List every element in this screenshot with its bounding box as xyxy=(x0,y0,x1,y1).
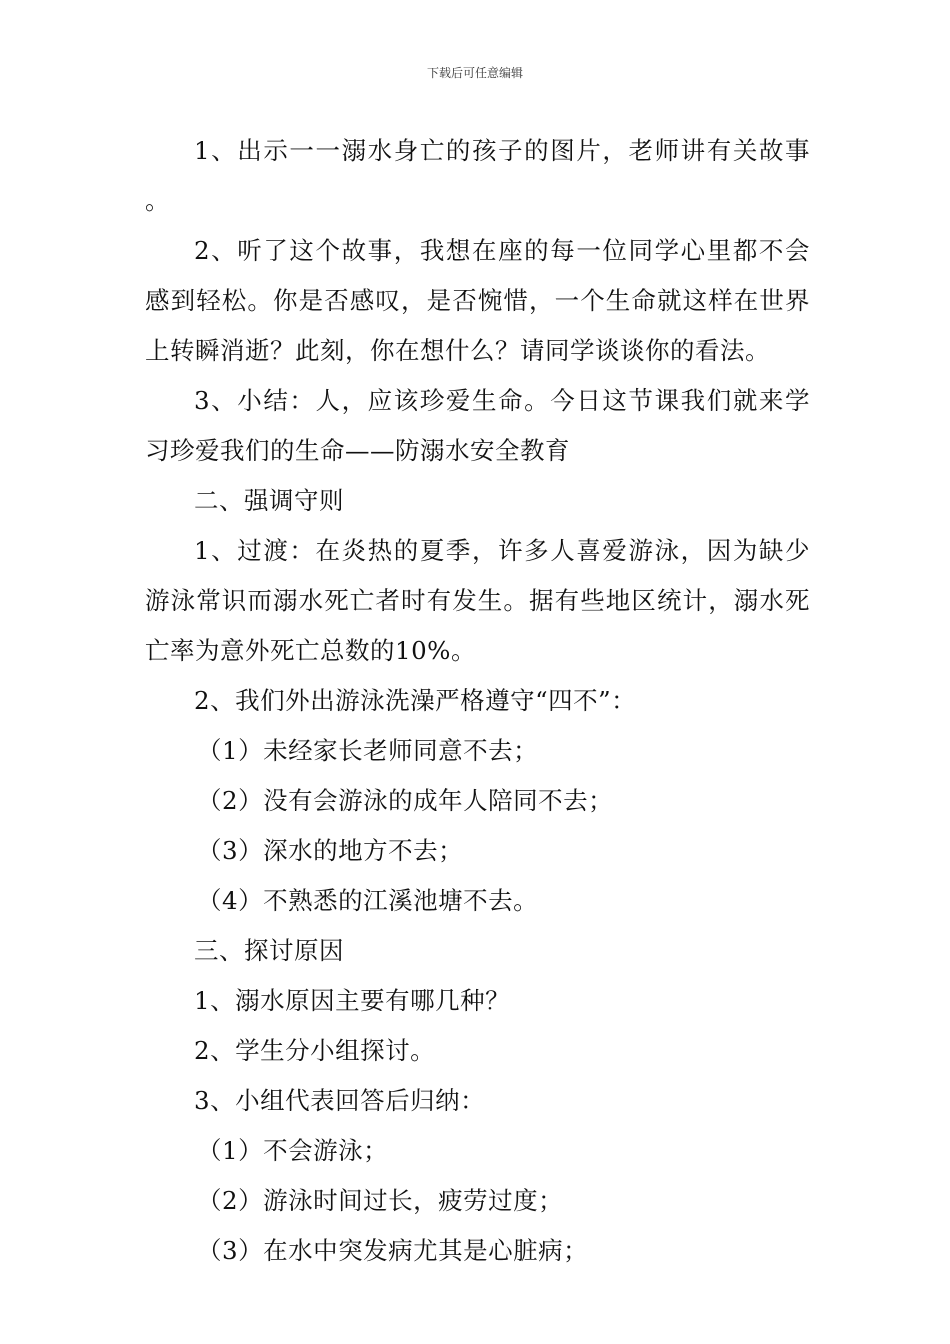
rule-item-3: （3）深水的地方不去； xyxy=(197,836,464,865)
paragraph-3: 3、小结：人，应该珍爱生命。今日这节课我们就来学习珍爱我们的生命——防溺水安全教育 xyxy=(145,386,810,465)
paragraph-question: 1、溺水原因主要有哪几种？ xyxy=(194,986,511,1015)
section-heading-causes: 三、探讨原因 xyxy=(194,936,344,965)
rule-item-4: （4）不熟悉的江溪池塘不去。 xyxy=(197,886,539,915)
document-body xyxy=(145,126,810,1276)
page-header: 下载后可任意编辑 xyxy=(426,66,523,80)
rule-item-1: （1）未经家长老师同意不去； xyxy=(197,736,539,765)
paragraph-2: 2、听了这个故事，我想在座的每一位同学心里都不会感到轻松。你是否感叹，是否惋惜，一个生命就这样在世界上转瞬消逝？此刻，你在想什么？请同学谈谈你的看法。 xyxy=(145,236,810,365)
cause-item-2: （2）游泳时间过长，疲劳过度； xyxy=(197,1186,564,1215)
cause-item-3: （3）在水中突发病尤其是心脏病； xyxy=(197,1236,589,1265)
section-heading-rules: 二、强调守则 xyxy=(194,486,344,515)
cause-item-1: （1）不会游泳； xyxy=(197,1136,389,1165)
paragraph-transition: 1、过渡：在炎热的夏季，许多人喜爱游泳，因为缺少游泳常识而溺水死亡者时有发生。据有些地区统计，溺水死亡率为意外死亡总数的10%。 xyxy=(145,536,810,665)
paragraph-1: 1、出示一一溺水身亡的孩子的图片，老师讲有关故事。 xyxy=(145,136,810,215)
rule-item-2: （2）没有会游泳的成年人陪同不去； xyxy=(197,786,614,815)
paragraph-group-discussion: 2、学生分小组探讨。 xyxy=(194,1036,436,1065)
paragraph-four-nots: 2、我们外出游泳洗澡严格遵守“四不”： xyxy=(194,686,637,715)
paragraph-summary: 3、小组代表回答后归纳： xyxy=(194,1086,486,1115)
